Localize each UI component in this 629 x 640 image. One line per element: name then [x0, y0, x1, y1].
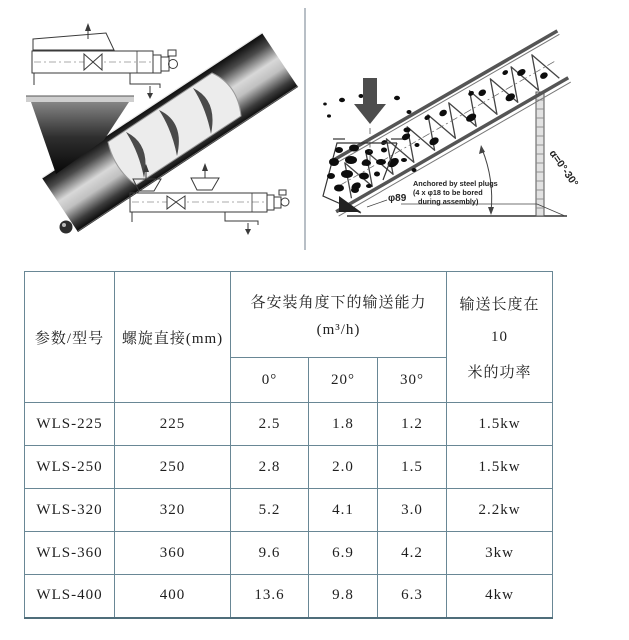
cell-power: 3kw: [447, 532, 553, 575]
header-angle-0: 0°: [231, 358, 309, 403]
table-row: [25, 446, 553, 489]
header-angle-30: 30°: [378, 358, 447, 403]
cell-cap-20: 4.1: [309, 489, 378, 532]
figure-divider: [304, 8, 306, 250]
table-row: [25, 489, 553, 532]
cell-cap-30: 3.0: [378, 489, 447, 532]
cell-model: WLS-400: [25, 575, 115, 618]
cell-diameter: 400: [115, 575, 231, 618]
table-row: [25, 403, 553, 446]
cell-diameter: 320: [115, 489, 231, 532]
cell-cap-30: 1.5: [378, 446, 447, 489]
support-post: [536, 92, 544, 216]
cell-cap-0: 13.6: [231, 575, 309, 618]
cell-model: WLS-320: [25, 489, 115, 532]
cell-model: WLS-360: [25, 532, 115, 575]
cell-cap-30: 1.2: [378, 403, 447, 446]
cell-cap-0: 2.8: [231, 446, 309, 489]
header-capacity: [231, 272, 447, 358]
drawing-horizontal-conveyor-single-hopper: [32, 23, 178, 99]
anchor-note-line3: during assembly): [418, 197, 479, 206]
cell-cap-20: 6.9: [309, 532, 378, 575]
cell-cap-20: 1.8: [309, 403, 378, 446]
header-capacity-unit: (m³/h): [316, 321, 361, 338]
cell-cap-30: 4.2: [378, 532, 447, 575]
header-power-line1: 输送长度在: [459, 296, 540, 313]
cell-power: 4kw: [447, 575, 553, 618]
diameter-label: φ89: [388, 193, 407, 204]
material-feed-arrow-icon: [354, 78, 386, 124]
figure-screw-conveyor-drawings: [0, 0, 305, 256]
cell-power: 1.5kw: [447, 446, 553, 489]
cell-cap-0: 2.5: [231, 403, 309, 446]
cell-model: WLS-225: [25, 403, 115, 446]
header-param-model: 参数/型号: [25, 272, 115, 403]
header-power-line3: 米的功率: [467, 364, 532, 381]
cell-cap-0: 5.2: [231, 489, 309, 532]
header-screw-diameter: 螺旋直接(mm): [115, 272, 231, 403]
figures-row: [0, 0, 629, 258]
cell-model: WLS-250: [25, 446, 115, 489]
header-angle-20: 20°: [309, 358, 378, 403]
cell-diameter: 225: [115, 403, 231, 446]
cell-power: 1.5kw: [447, 403, 553, 446]
spec-table: [24, 271, 553, 619]
table-row: [25, 532, 553, 575]
header-power: [447, 272, 553, 403]
cell-cap-20: 9.8: [309, 575, 378, 618]
inclined-screw-conveyor-render: [26, 33, 298, 234]
cell-power: 2.2kw: [447, 489, 553, 532]
table-row: [25, 575, 553, 618]
header-power-line2: 10: [491, 328, 508, 345]
cell-cap-30: 6.3: [378, 575, 447, 618]
anchor-note-line1: Anchored by steel plugs: [413, 179, 498, 188]
cell-diameter: 360: [115, 532, 231, 575]
figure-installation-diagram: [309, 0, 629, 256]
angle-range-label: α=0°-30°: [546, 147, 581, 190]
header-capacity-title: 各安装角度下的输送能力: [250, 294, 427, 311]
anchor-note-line2: (4 x φ18 to be bored: [413, 188, 483, 197]
cell-cap-20: 2.0: [309, 446, 378, 489]
cell-cap-0: 9.6: [231, 532, 309, 575]
cell-diameter: 250: [115, 446, 231, 489]
